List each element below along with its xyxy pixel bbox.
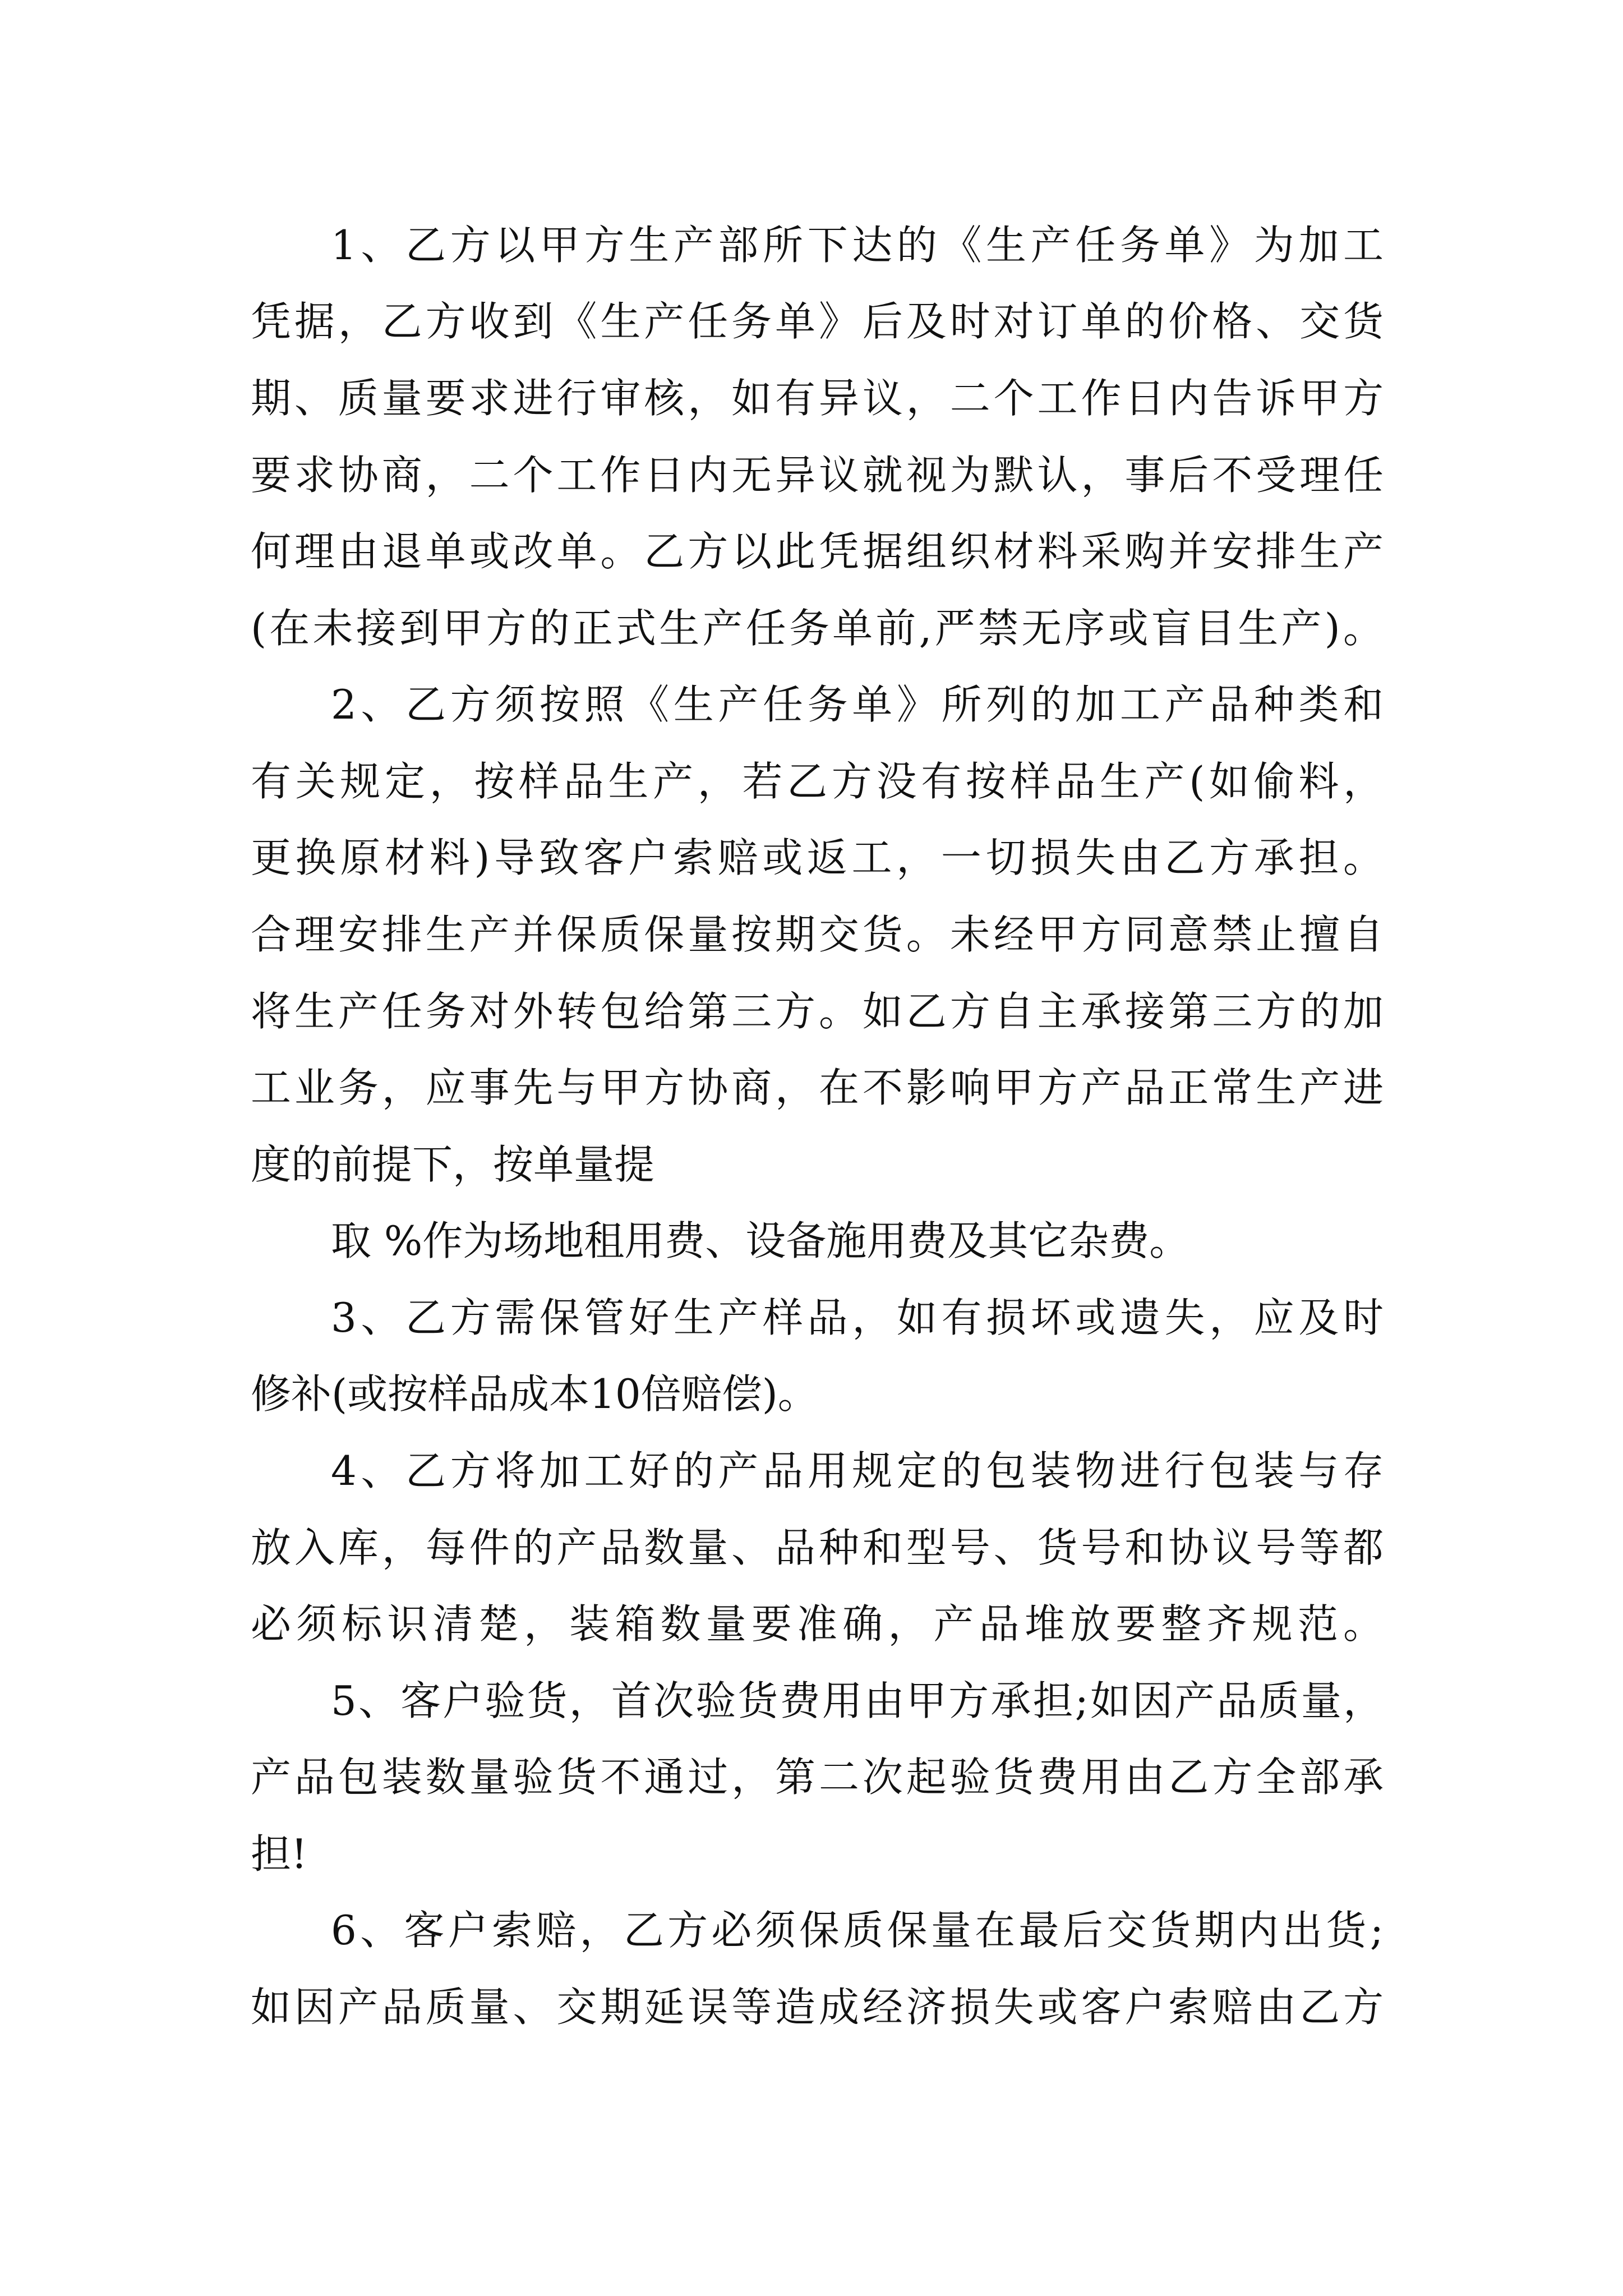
text-line: 2、乙方须按照《生产任务单》所列的加工产品种类和 [331,681,1384,728]
text-line: 何理由退单或改单。乙方以此凭据组织材料采购并安排生产 [251,528,1384,575]
text-line: 将生产任务对外转包给第三方。如乙方自主承接第三方的加 [251,988,1384,1035]
text-line: 工业务，应事先与甲方协商，在不影响甲方产品正常生产进 [251,1064,1384,1111]
text-line: 1、乙方以甲方生产部所下达的《生产任务单》为加工 [331,222,1384,269]
text-line: 6、客户索赔，乙方必须保质保量在最后交货期内出货; [331,1907,1384,1954]
text-line: 期、质量要求进行审核，如有异议，二个工作日内告诉甲方 [251,375,1384,422]
text-line: 3、乙方需保管好生产样品，如有损坏或遗失，应及时 [331,1294,1384,1341]
text-line: 有关规定，按样品生产，若乙方没有按样品生产(如偷料， [251,758,1384,805]
text-line: 5、客户验货，首次验货费用由甲方承担;如因产品质量， [331,1677,1384,1724]
text-line: 要求协商，二个工作日内无异议就视为默认，事后不受理任 [251,452,1384,499]
text-line: 放入库，每件的产品数量、品种和型号、货号和协议号等都 [251,1524,1384,1571]
text-line: 取 %作为场地租用费、设备施用费及其它杂费。 [331,1217,1190,1264]
text-line: 度的前提下，按单量提 [251,1141,655,1188]
text-line: 必须标识清楚，装箱数量要准确，产品堆放要整齐规范。 [251,1600,1384,1648]
text-line: 产品包装数量验货不通过，第二次起验货费用由乙方全部承 [251,1754,1384,1801]
text-line: 如因产品质量、交期延误等造成经济损失或客户索赔由乙方 [251,1984,1384,2031]
text-line: 凭据，乙方收到《生产任务单》后及时对订单的价格、交货 [251,298,1384,345]
text-line: (在未接到甲方的正式生产任务单前,严禁无序或盲目生产)。 [251,605,1384,652]
text-line: 担! [251,1830,307,1878]
text-line: 合理安排生产并保质保量按期交货。未经甲方同意禁止擅自 [251,911,1384,958]
text-line: 修补(或按样品成本10倍赔偿)。 [251,1370,818,1418]
text-line: 4、乙方将加工好的产品用规定的包装物进行包装与存 [331,1447,1384,1494]
text-line: 更换原材料)导致客户索赔或返工，一切损失由乙方承担。 [251,834,1384,881]
